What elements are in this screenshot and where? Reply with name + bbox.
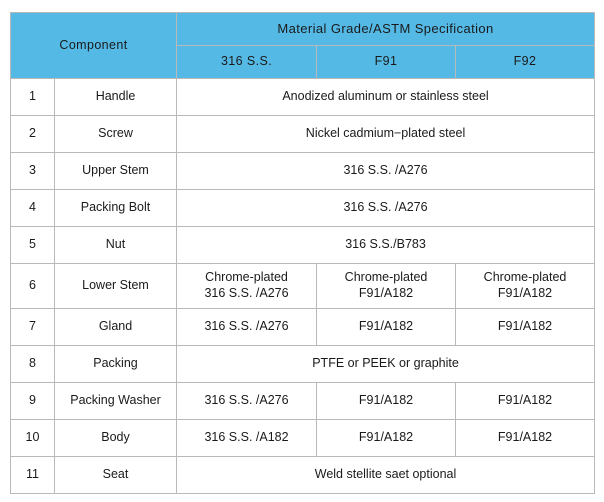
- row-number: 6: [11, 264, 55, 309]
- row-number: 7: [11, 309, 55, 346]
- header-material-grade: Material Grade/ASTM Specification: [177, 13, 595, 46]
- row-component-name: Nut: [55, 227, 177, 264]
- row-value-all: 316 S.S. /A276: [177, 190, 595, 227]
- value-line-2: F91/A182: [497, 286, 553, 300]
- row-number: 3: [11, 153, 55, 190]
- row-value-f92: F91/A182: [456, 309, 595, 346]
- row-number: 10: [11, 420, 55, 457]
- table-row: [11, 264, 595, 309]
- row-value-all: Nickel cadmium−plated steel: [177, 116, 595, 153]
- row-value-all: PTFE or PEEK or graphite: [177, 346, 595, 383]
- table-row: [11, 153, 595, 190]
- row-value-all: Weld stellite saet optional: [177, 457, 595, 494]
- header-col-316ss: 316 S.S.: [177, 46, 317, 79]
- header-component: Component: [11, 13, 177, 79]
- row-value-f91: F91/A182: [317, 309, 456, 346]
- row-value-all: 316 S.S./B783: [177, 227, 595, 264]
- value-line-1: Chrome-plated: [483, 270, 567, 285]
- row-value-f92: F91/A182: [456, 420, 595, 457]
- table-row: [11, 79, 595, 116]
- row-value-316ss: [177, 264, 317, 309]
- table-body: [11, 79, 595, 494]
- row-component-name: Packing: [55, 346, 177, 383]
- table-row: [11, 383, 595, 420]
- row-value-f91: [317, 264, 456, 309]
- row-component-name: Seat: [55, 457, 177, 494]
- row-value-f91: F91/A182: [317, 383, 456, 420]
- table-header: [11, 13, 595, 79]
- row-value-316ss: 316 S.S. /A276: [177, 309, 317, 346]
- table-row: [11, 190, 595, 227]
- row-number: 9: [11, 383, 55, 420]
- table-row: [11, 309, 595, 346]
- row-component-name: Handle: [55, 79, 177, 116]
- row-number: 1: [11, 79, 55, 116]
- row-number: 8: [11, 346, 55, 383]
- table-row: [11, 116, 595, 153]
- row-number: 4: [11, 190, 55, 227]
- value-line-2: F91/A182: [358, 286, 414, 300]
- row-number: 5: [11, 227, 55, 264]
- row-value-316ss: 316 S.S. /A182: [177, 420, 317, 457]
- table-row: [11, 227, 595, 264]
- row-value-316ss: 316 S.S. /A276: [177, 383, 317, 420]
- material-specification-table: [10, 12, 595, 494]
- row-value-f92: [456, 264, 595, 309]
- row-component-name: Lower Stem: [55, 264, 177, 309]
- row-component-name: Upper Stem: [55, 153, 177, 190]
- row-component-name: Packing Washer: [55, 383, 177, 420]
- row-value-all: 316 S.S. /A276: [177, 153, 595, 190]
- row-number: 11: [11, 457, 55, 494]
- table-row: [11, 420, 595, 457]
- row-component-name: Packing Bolt: [55, 190, 177, 227]
- value-line-2: 316 S.S. /A276: [204, 286, 289, 300]
- header-col-f91: F91: [317, 46, 456, 79]
- value-line-1: Chrome-plated: [205, 270, 288, 285]
- table-row: [11, 457, 595, 494]
- row-value-f92: F91/A182: [456, 383, 595, 420]
- value-line-1: Chrome-plated: [344, 270, 428, 285]
- row-component-name: Body: [55, 420, 177, 457]
- header-col-f92: F92: [456, 46, 595, 79]
- row-component-name: Screw: [55, 116, 177, 153]
- table-row: [11, 346, 595, 383]
- row-value-f91: F91/A182: [317, 420, 456, 457]
- row-number: 2: [11, 116, 55, 153]
- row-component-name: Gland: [55, 309, 177, 346]
- row-value-all: Anodized aluminum or stainless steel: [177, 79, 595, 116]
